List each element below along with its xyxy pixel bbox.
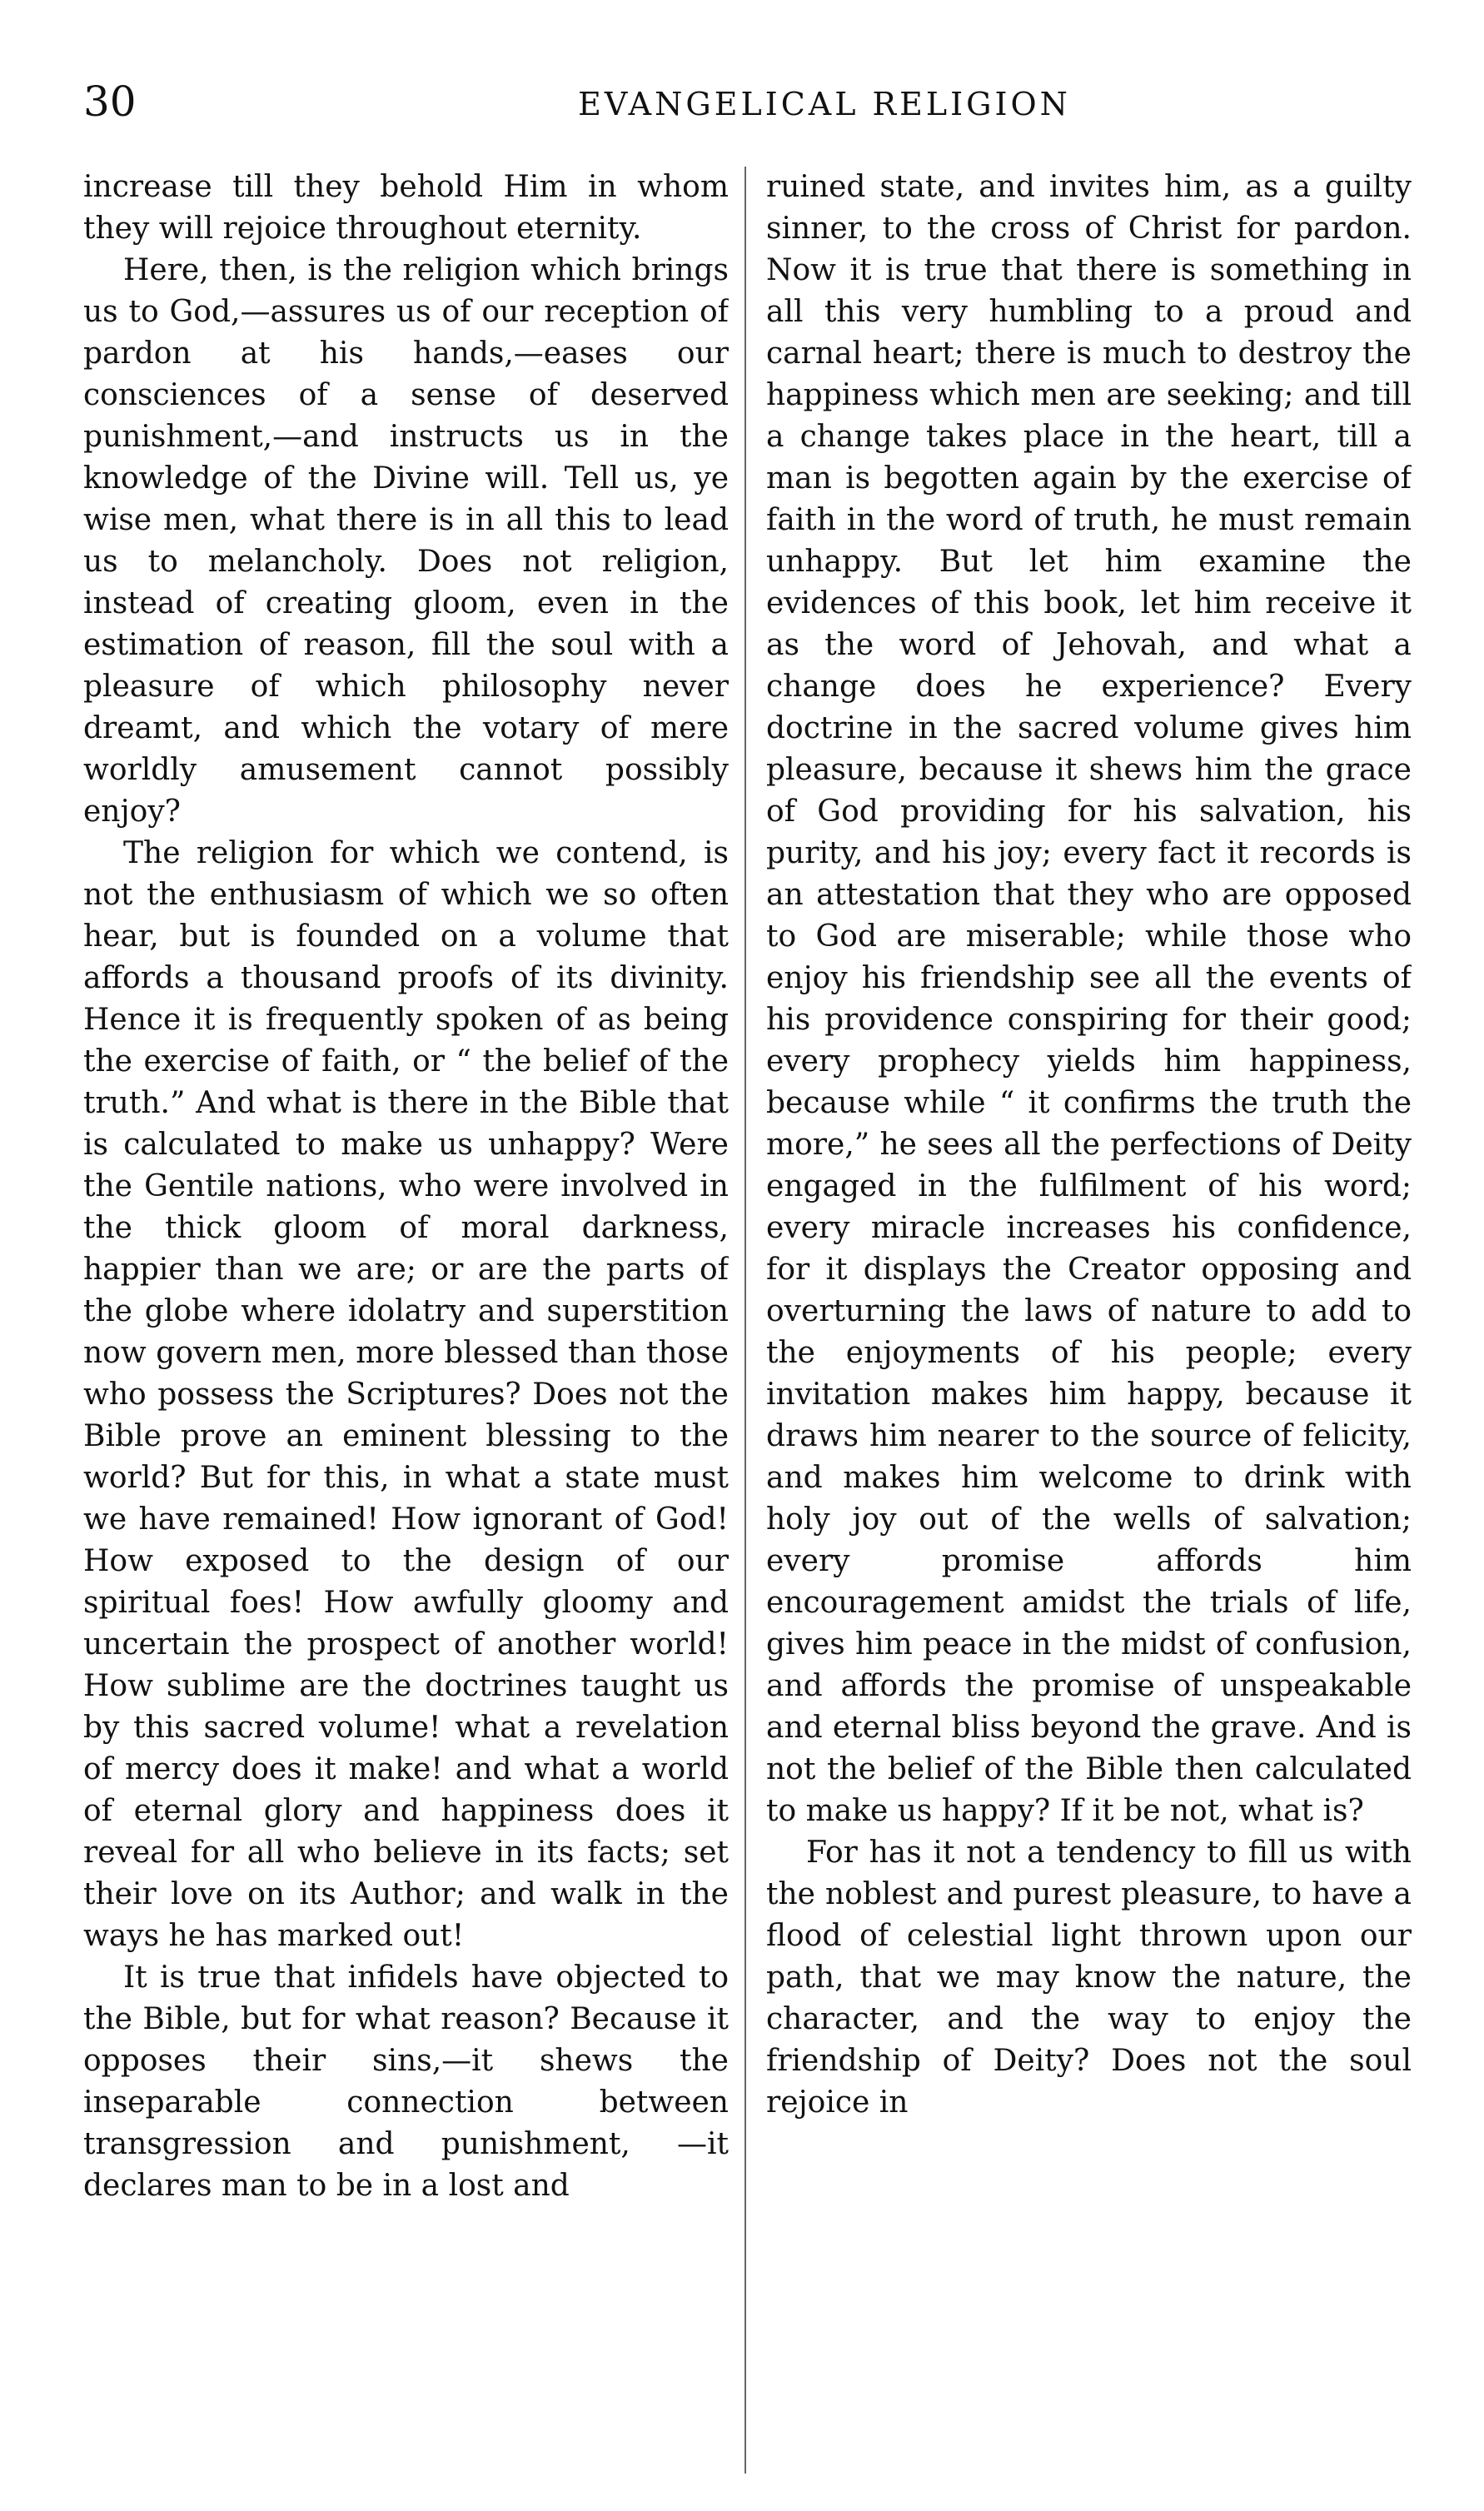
left-paragraph-3: The religion for which we contend, is not the enthusiasm of which we so often hear, but is founded on a volume that affords a thousand proofs of its divinity. Hence it is frequently spoken of as being the exercise of faith, or “ the belief of the truth.” And what is there in the Bible that is calculated to make us unhappy? Were the Gentile nations, who were involved in the thick gloom of moral darkness, happier than we are; or are the parts of the globe where idolatry and superstition now govern men, more blessed than those who possess the Scriptures? Does not the Bible prove an eminent blessing to the world? But for this, in what a state must we have remained! How ignorant of God! How exposed to the design of our spiritual foes! How awfully gloomy and uncertain the prospect of another world! How sublime are the doctrines taught us by this sacred volume! what a revelation of mercy does it make! and what a world of eternal glory and happiness does it reveal for all who believe in its facts; set their love on its Author; and walk in the ways he has marked out! [83, 836, 729, 1953]
left-paragraph-continued: increase till they behold Him in whom they will rejoice throughout eternity. [83, 170, 729, 246]
column-divider [744, 167, 746, 2474]
left-column [83, 167, 729, 2490]
running-head [83, 77, 1424, 127]
left-paragraph-4: It is true that infidels have objected to the Bible, but for what reason? Because it opposes their sins,—it shews the inseparable connection between transgression and punishment, —it declares man to be in a lost and [83, 1960, 729, 2203]
page-number: 30 [83, 77, 137, 126]
running-title: EVANGELICAL RELIGION [578, 86, 1071, 122]
right-paragraph-2: For has it not a tendency to fill us with the noblest and purest pleasure, to have a flood of celestial light thrown upon our path, that we may know the nature, the character, and the way to enjoy the friendship of Deity? Does not the soul rejoice in [766, 1836, 1412, 2120]
right-column [766, 167, 1412, 2490]
right-paragraph-continued: ruined state, and invites him, as a guilty sinner, to the cross of Christ for pardon. Now it is true that there is something in all this very humbling to a proud and carnal heart; there is much to destroy the happiness which men are seeking; and till a change takes place in the heart, till a man is begotten again by the exercise of faith in the word of truth, he must remain unhappy. But let him examine the evidences of this book, let him receive it as the word of Jehovah, and what a change does he experience? Every doctrine in the sacred volume gives him pleasure, because it shews him the grace of God providing for his salvation, his purity, and his joy; every fact it records is an attestation that they who are opposed to God are miserable; while those who enjoy his friendship see all the events of his providence conspiring for their good; every prophecy yields him happiness, because while “ it confirms the truth the more,” he sees all the perfections of Deity engaged in the fulfilment of his word; every miracle increases his confidence, for it displays the Creator opposing and overturning the laws of nature to add to the enjoyments of his people; every invitation makes him happy, because it draws him nearer to the source of felicity, and makes him welcome to drink with holy joy out of the wells of salvation; every promise affords him encouragement amidst the trials of life, gives him peace in the midst of confusion, and affords the promise of unspeakable and eternal bliss beyond the grave. And is not the belief of the Bible then calculated to make us happy? If it be not, what is? [766, 170, 1412, 1828]
left-paragraph-2: Here, then, is the religion which brings us to God,—assures us of our reception of pardon at his hands,—eases our consciences of a sense of deserved punishment,—and instructs us in the knowledge of the Divine will. Tell us, ye wise men, what there is in all this to lead us to melancholy. Does not religion, instead of creating gloom, even in the estimation of reason, fill the soul with a pleasure of which philosophy never dreamt, and which the votary of mere worldly amusement cannot possibly enjoy? [83, 253, 729, 829]
